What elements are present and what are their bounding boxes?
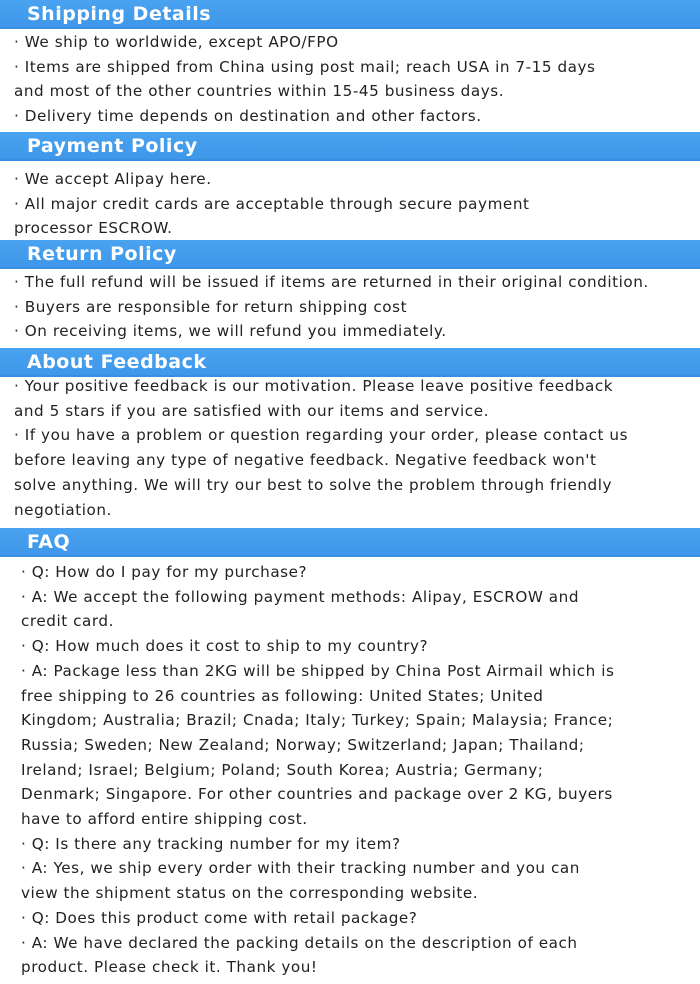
text-line: · A: Package less than 2KG will be shipped by China Post Airmail which is [21, 661, 615, 680]
text-line: · A: We accept the following payment methods: Alipay, ESCROW and [21, 587, 580, 606]
text-line: processor ESCROW. [14, 219, 173, 238]
section-title: Return Policy [27, 243, 177, 265]
text-line: view the shipment status on the corresponding website. [21, 884, 479, 903]
section-body [0, 560, 700, 980]
text-line: product. Please check it. Thank you! [21, 958, 318, 977]
text-line: Russia; Sweden; New Zealand; Norway; Switzerland; Japan; Thailand; [21, 735, 585, 754]
text-line: · Q: Is there any tracking number for my item? [21, 834, 401, 853]
section-header [0, 528, 700, 557]
text-line: · Q: How much does it cost to ship to my country? [21, 637, 429, 656]
text-line: · Buyers are responsible for return shipping cost [14, 297, 408, 316]
text-line: before leaving any type of negative feedback. Negative feedback won't [14, 451, 597, 470]
text-line: · Items are shipped from China using post mail; reach USA in 7-15 days [14, 57, 596, 76]
text-line: Ireland; Israel; Belgium; Poland; South Korea; Austria; Germany; [21, 760, 544, 779]
text-line: · A: Yes, we ship every order with their tracking number and you can [21, 859, 580, 878]
text-line: credit card. [21, 612, 114, 631]
section-title: About Feedback [27, 351, 207, 373]
section-title: Payment Policy [27, 135, 198, 157]
text-line: · The full refund will be issued if items are returned in their original condition. [14, 273, 649, 291]
section-header [0, 132, 700, 161]
section-body [0, 167, 700, 241]
faq-section [0, 528, 700, 980]
section-title: FAQ [27, 531, 71, 553]
section-title: Shipping Details [27, 3, 212, 25]
text-line: · We accept Alipay here. [14, 170, 212, 188]
return-policy-section [0, 240, 700, 344]
section-body [0, 374, 700, 522]
shipping-details-section [0, 0, 700, 129]
text-line: and 5 stars if you are satisfied with our items and service. [14, 401, 489, 420]
section-body [0, 30, 700, 129]
text-line: · Q: How do I pay for my purchase? [21, 563, 308, 581]
text-line: · We ship to worldwide, except APO/FPO [14, 33, 339, 51]
section-header [0, 0, 700, 29]
section-header [0, 240, 700, 269]
text-line: Denmark; Singapore. For other countries and package over 2 KG, buyers [21, 785, 613, 804]
text-line: · A: We have declared the packing details on the description of each [21, 933, 578, 952]
section-body [0, 270, 700, 344]
text-line: · Delivery time depends on destination and other factors. [14, 107, 482, 126]
text-line: have to afford entire shipping cost. [21, 810, 308, 829]
about-feedback-section [0, 348, 700, 522]
text-line: solve anything. We will try our best to solve the problem through friendly [14, 475, 613, 494]
text-line: · Your positive feedback is our motivation. Please leave positive feedback [14, 377, 614, 395]
text-line: free shipping to 26 countries as following: United States; United [21, 686, 544, 705]
text-line: · If you have a problem or question regarding your order, please contact us [14, 426, 629, 445]
text-line: · On receiving items, we will refund you immediately. [14, 322, 447, 341]
text-line: Kingdom; Australia; Brazil; Cnada; Italy; Turkey; Spain; Malaysia; France; [21, 711, 614, 730]
text-line: negotiation. [14, 500, 112, 519]
text-line: and most of the other countries within 15-45 business days. [14, 82, 505, 101]
section-header [0, 348, 700, 377]
payment-policy-section [0, 132, 700, 241]
text-line: · Q: Does this product come with retail package? [21, 908, 418, 927]
text-line: · All major credit cards are acceptable through secure payment [14, 194, 530, 213]
